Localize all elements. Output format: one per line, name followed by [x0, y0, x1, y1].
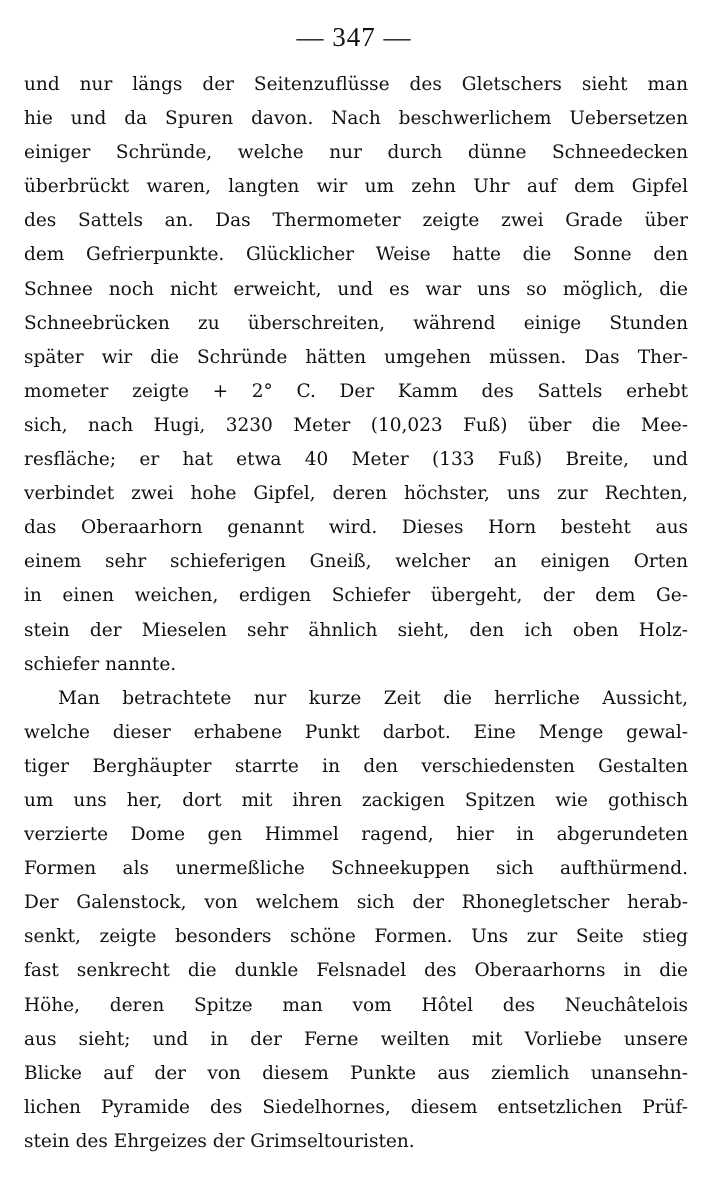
text-line: welche dieser erhabene Punkt darbot. Eine Menge gewal-	[24, 721, 688, 743]
text-line: resfläche; er hat etwa 40 Meter (133 Fuß) Breite, und	[24, 449, 688, 471]
paragraph-2	[24, 682, 688, 1159]
text-line: um uns her, dort mit ihren zackigen Spitzen wie gothisch	[24, 789, 688, 811]
text-line: überbrückt waren, langten wir um zehn Uhr auf dem Gipfel	[24, 176, 688, 198]
body-text	[24, 68, 688, 1159]
text-line: sich, nach Hugi, 3230 Meter (10,023 Fuß) über die Mee-	[24, 414, 688, 436]
text-line: und nur längs der Seitenzuflüsse des Gletschers sieht man	[24, 74, 688, 95]
text-line: Formen als unermeßliche Schneekuppen sich aufthürmend.	[24, 858, 688, 880]
text-line: Man betrachtete nur kurze Zeit die herrliche Aussicht,	[58, 687, 688, 709]
text-line: Blicke auf der von diesem Punkte aus ziemlich unansehn-	[24, 1062, 688, 1084]
page-number: — 347 —	[296, 22, 412, 52]
text-line: verbindet zwei hohe Gipfel, deren höchster, uns zur Rechten,	[24, 483, 688, 505]
text-line: später wir die Schründe hätten umgehen müssen. Das Ther-	[24, 346, 688, 368]
text-line: Schnee noch nicht erweicht, und es war uns so möglich, die	[24, 278, 688, 300]
text-line: mometer zeigte + 2° C. Der Kamm des Sattels erhebt	[24, 380, 688, 402]
text-line: dem Gefrierpunkte. Glücklicher Weise hatte die Sonne den	[24, 244, 688, 266]
text-line: schiefer nannte.	[24, 653, 177, 675]
text-line: lichen Pyramide des Siedelhornes, diesem entsetzlichen Prüf-	[24, 1096, 688, 1118]
text-line: Höhe, deren Spitze man vom Hôtel des Neuchâtelois	[24, 994, 688, 1016]
text-line: stein des Ehrgeizes der Grimseltouristen.	[24, 1130, 415, 1152]
text-line: in einen weichen, erdigen Schiefer übergeht, der dem Ge-	[24, 585, 688, 607]
text-line: das Oberaarhorn genannt wird. Dieses Horn besteht aus	[24, 517, 688, 539]
text-line: einem sehr schieferigen Gneiß, welcher an einigen Orten	[24, 551, 688, 573]
text-line: aus sieht; und in der Ferne weilten mit Vorliebe unsere	[24, 1028, 688, 1050]
text-line: verzierte Dome gen Himmel ragend, hier in abgerundeten	[24, 824, 688, 846]
text-line: stein der Mieselen sehr ähnlich sieht, den ich oben Holz-	[24, 619, 688, 641]
text-line: hie und da Spuren davon. Nach beschwerlichem Uebersetzen	[24, 108, 688, 130]
text-line: des Sattels an. Das Thermometer zeigte zwei Grade über	[24, 210, 688, 232]
text-line: tiger Berghäupter starrte in den verschiedensten Gestalten	[24, 755, 688, 777]
paragraph-1	[24, 68, 688, 682]
text-line: senkt, zeigte besonders schöne Formen. Uns zur Seite stieg	[24, 926, 688, 948]
text-line: Schneebrücken zu überschreiten, während einige Stunden	[24, 312, 688, 334]
text-line: Der Galenstock, von welchem sich der Rhonegletscher herab-	[24, 892, 688, 914]
text-line: fast senkrecht die dunkle Felsnadel des Oberaarhorns in die	[24, 960, 688, 982]
text-line: einiger Schründe, welche nur durch dünne Schneedecken	[24, 142, 688, 164]
